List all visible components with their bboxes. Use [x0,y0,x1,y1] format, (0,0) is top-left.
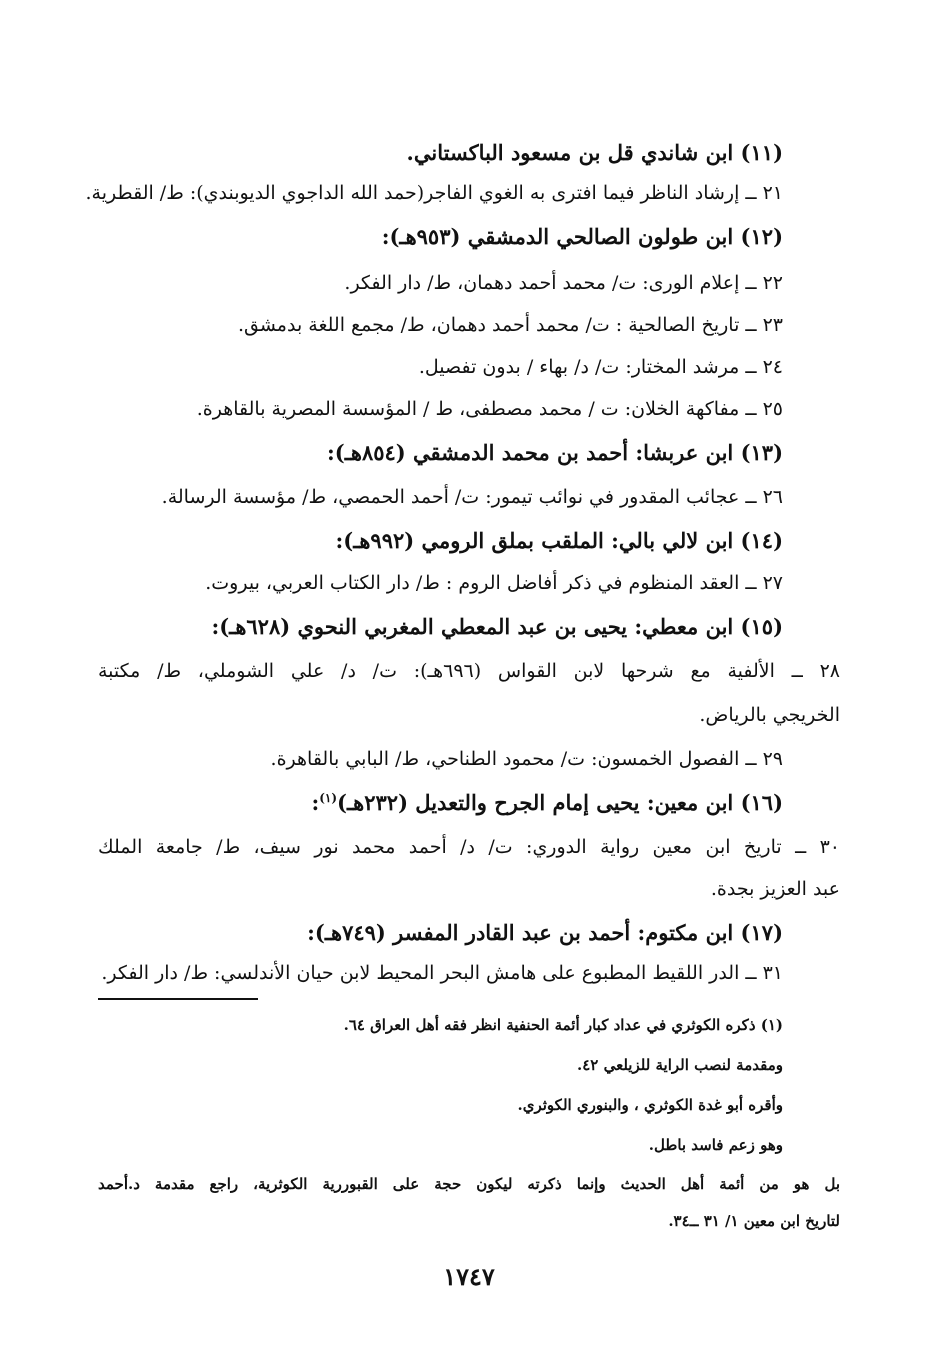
bibliography-entry-26: ٢٦ ــ عجائب المقدور في نوائب تيمور: ت/ أحمد الحمصي، ط/ مؤسسة الرسالة. [161,486,783,508]
footnote-line-5: بل هو من أئمة أهل الحديث وإنما ذكرته ليكون حجة على القبوررية الكوثرية، راجع مقدمة د.أحمد [98,1175,840,1193]
bibliography-entry-27: ٢٧ ــ العقد المنظوم في ذكر أفاضل الروم : ط/ دار الكتاب العربي، بيروت. [205,572,783,594]
bibliography-entry-21: ٢١ ــ إرشاد الناظر فيما افترى به الغوي الفاجر(حمد الله الداجوي الديوبندي): ط/ القطرية. [85,182,783,204]
bibliography-entry-25: ٢٥ ــ مفاكهة الخلان: ت / محمد مصطفى، ط / المؤسسة المصرية بالقاهرة. [196,398,783,420]
section-heading-16-colon: : [311,790,320,815]
footnote-separator [98,998,258,1000]
section-heading-11: (١١) ابن شاندي قل بن مسعود الباكستاني. [406,140,783,165]
section-heading-17: (١٧) ابن مكتوم: أحمد بن عبد القادر المفسر (٧٤٩هـ): [307,920,783,945]
section-heading-16-text: (١٦) ابن معين: يحيى إمام الجرح والتعديل (٢٣٢هـ) [337,790,783,815]
bibliography-entry-22: ٢٢ ــ إعلام الورى: ت/ محمد أحمد دهمان، ط/ دار الفكر. [344,272,783,294]
footnote-line-2: ومقدمة لنصب الراية للزيلعي ٤٢. [577,1056,783,1074]
bibliography-entry-28: ٢٨ ــ الألفية مع شرحها لابن القواس (٦٩٦هـ): ت/ د/ علي الشوملي، ط/ مكتبة [98,660,840,682]
footnote-line-1: (١) ذكره الكوثري في عداد كبار أئمة الحنفية انظر فقه أهل العراق ٦٤. [343,1016,783,1034]
page-number: ١٧٤٧ [443,1262,495,1291]
bibliography-entry-30-continuation: عبد العزيز بجدة. [710,878,840,900]
footnote-marker: (١) [319,791,338,805]
footnote-line-3: وأقره أبو غدة الكوثري ، والبنوري الكوثري. [517,1096,783,1114]
section-heading-14: (١٤) ابن لالي بالي: الملقب بملق الرومي (٩٩٢هـ): [335,528,783,553]
bibliography-entry-24: ٢٤ ــ مرشد المختار: ت/ د/ بهاء / بدون تفصيل. [418,356,783,378]
section-heading-16 [311,790,783,815]
footnote-line-6: لتاريخ ابن معين ١/ ٣١ ــ٣٤. [668,1212,840,1230]
section-heading-13: (١٣) ابن عربشا: أحمد بن محمد الدمشقي (٨٥٤هـ): [327,440,783,465]
bibliography-entry-29: ٢٩ ــ الفصول الخمسون: ت/ محمود الطناحي، ط/ البابي بالقاهرة. [270,748,783,770]
bibliography-entry-30: ٣٠ ــ تاريخ ابن معين رواية الدوري: ت/ د/ أحمد محمد نور سيف، ط/ جامعة الملك [98,836,840,858]
bibliography-entry-23: ٢٣ ــ تاريخ الصالحية : ت/ محمد أحمد دهمان، ط/ مجمع اللغة بدمشق. [237,314,783,336]
section-heading-12: (١٢) ابن طولون الصالحي الدمشقي (٩٥٣هـ): [381,224,783,249]
bibliography-entry-31: ٣١ ــ الدر اللقيط المطبوع على هامش البحر المحيط لابن حيان الأندلسي: ط/ دار الفكر. [101,962,783,984]
footnote-line-4: وهو زعم فاسد باطل. [648,1136,783,1154]
bibliography-entry-28-continuation: الخريجي بالرياض. [699,704,840,726]
section-heading-15: (١٥) ابن معطي: يحيى بن عبد المعطي المغربي النحوي (٦٢٨هـ): [211,614,783,639]
